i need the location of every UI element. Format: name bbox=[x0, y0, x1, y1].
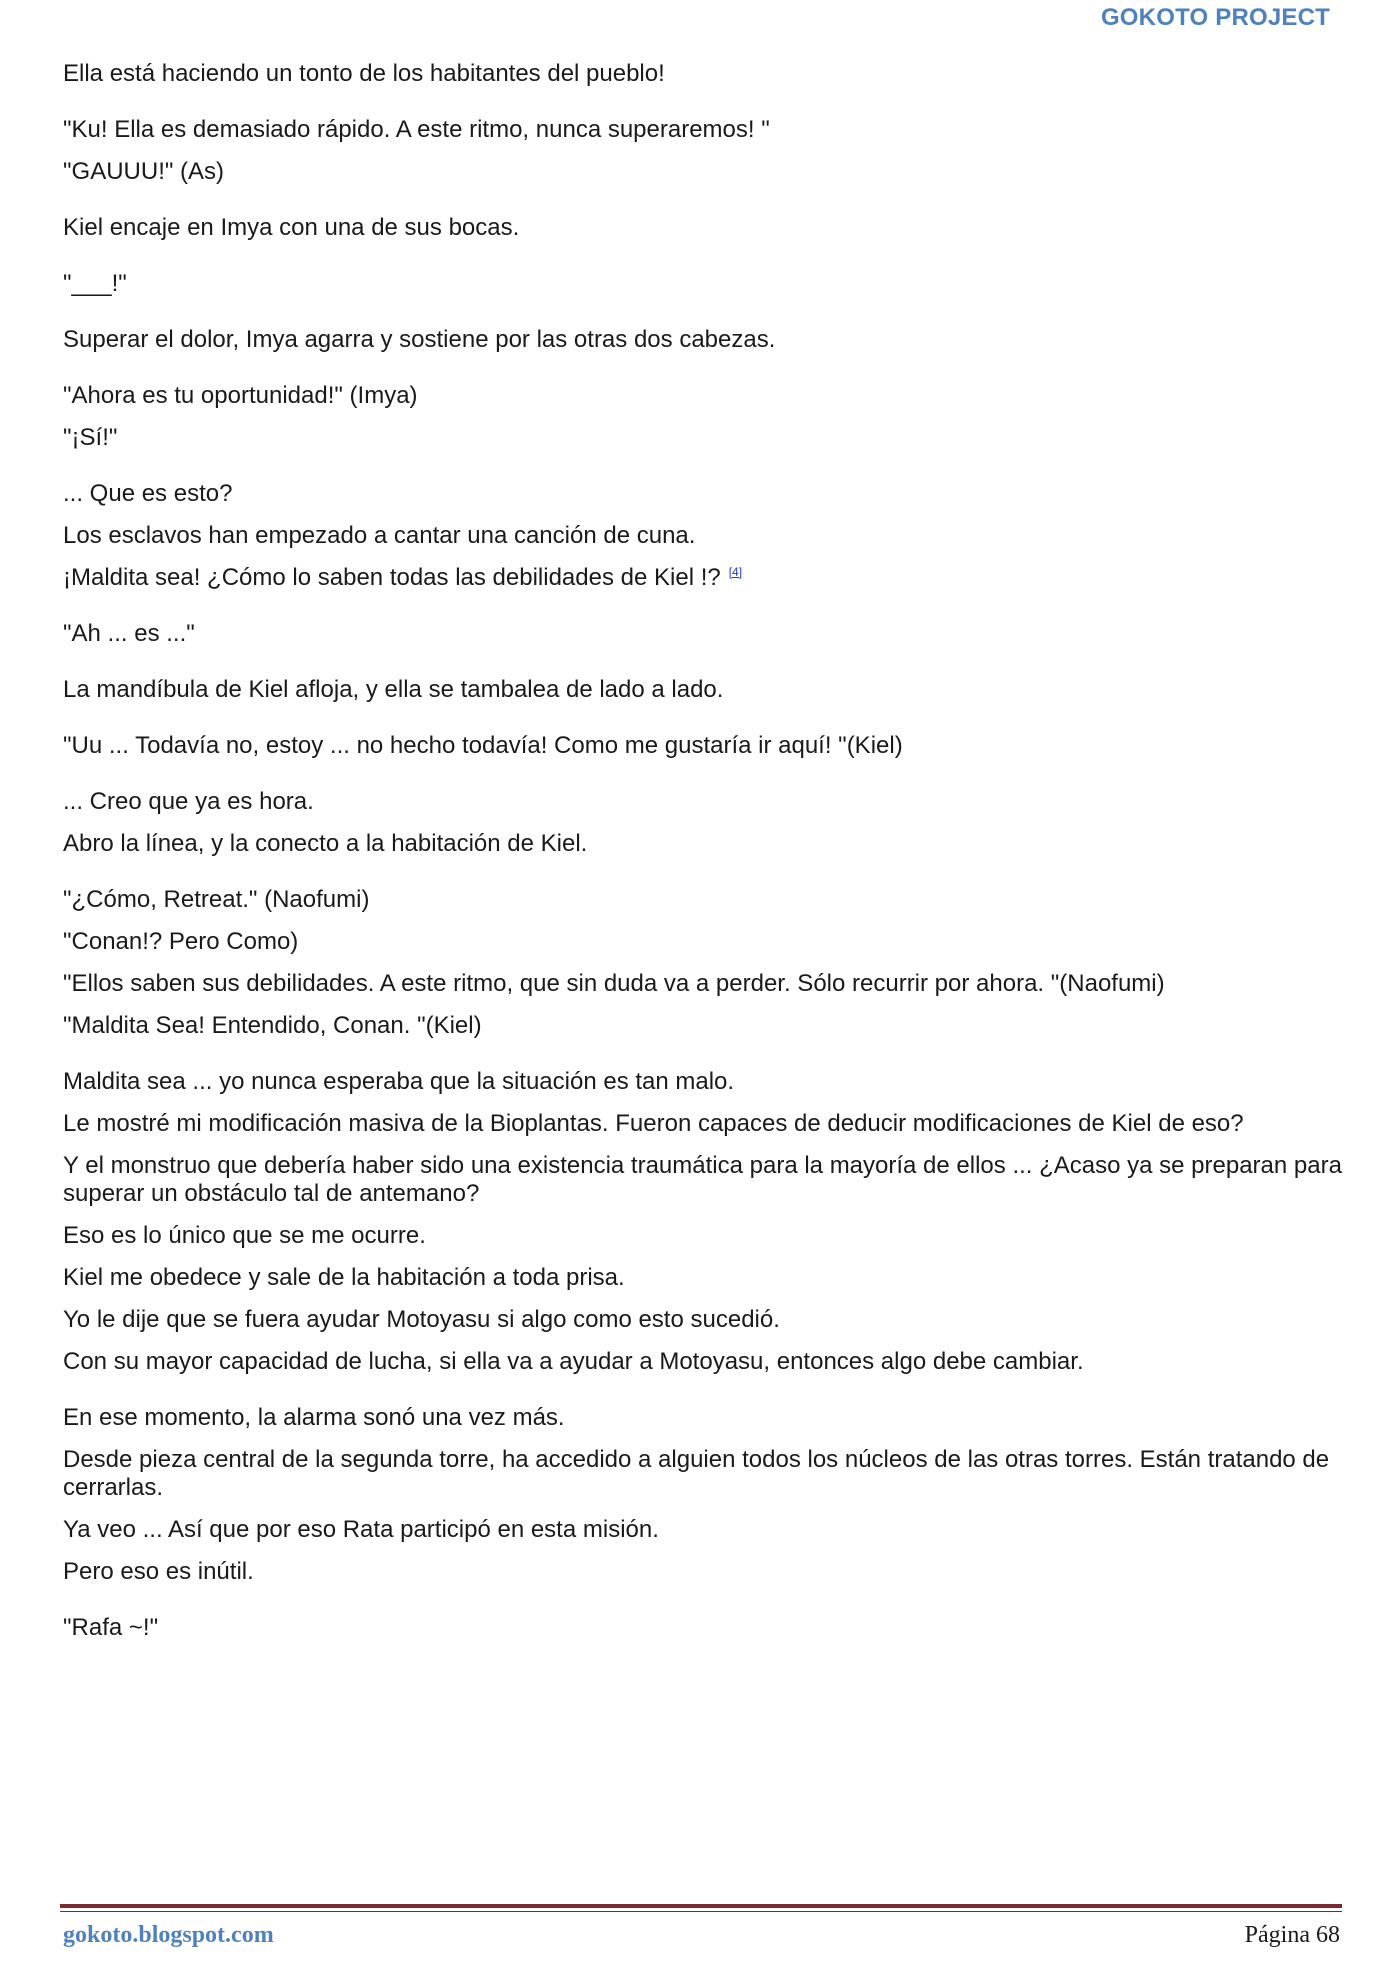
footer-divider bbox=[60, 1904, 1342, 1908]
paragraph-line bbox=[63, 564, 1343, 592]
paragraph-line: Ella está haciendo un tonto de los habitantes del pueblo! bbox=[63, 60, 665, 87]
footnote-link[interactable]: [4] bbox=[728, 565, 743, 579]
paragraph-line: "Maldita Sea! Entendido, Conan. "(Kiel) bbox=[63, 1012, 482, 1039]
paragraph-line: Con su mayor capacidad de lucha, si ella va a ayudar a Motoyasu, entonces algo debe cambiar. bbox=[63, 1348, 1084, 1375]
paragraph-line: Kiel me obedece y sale de la habitación a toda prisa. bbox=[63, 1264, 625, 1291]
paragraph-line: "Ah ... es ..." bbox=[63, 620, 195, 647]
paragraph-line: "¡Sí!" bbox=[63, 424, 118, 451]
paragraph-line: "Ahora es tu oportunidad!" (Imya) bbox=[63, 382, 418, 409]
paragraph-line: ... Creo que ya es hora. bbox=[63, 788, 314, 815]
page-number: Página 68 bbox=[1244, 1922, 1340, 1948]
paragraph-text: ¡Maldita sea! ¿Cómo lo saben todas las debilidades de Kiel !? bbox=[63, 564, 721, 591]
paragraph-line: "Uu ... Todavía no, estoy ... no hecho todavía! Como me gustaría ir aquí! "(Kiel) bbox=[63, 732, 903, 759]
paragraph-line: La mandíbula de Kiel afloja, y ella se tambalea de lado a lado. bbox=[63, 676, 724, 703]
header-title: GOKOTO PROJECT bbox=[1100, 4, 1330, 31]
paragraph-line: ... Que es esto? bbox=[63, 480, 233, 507]
paragraph-line: "Ku! Ella es demasiado rápido. A este ritmo, nunca superaremos! " bbox=[63, 116, 770, 143]
paragraph-line: Superar el dolor, Imya agarra y sostiene por las otras dos cabezas. bbox=[63, 326, 776, 353]
paragraph-line: Abro la línea, y la conecto a la habitación de Kiel. bbox=[63, 830, 588, 857]
paragraph-line: "Ellos saben sus debilidades. A este ritmo, que sin duda va a perder. Sólo recurrir por ahora. "(Naofumi) bbox=[63, 970, 1165, 997]
paragraph-line: "___!" bbox=[63, 270, 127, 297]
paragraph-line: Y el monstruo que debería haber sido una existencia traumática para la mayoría de ellos ... ¿Acaso ya se preparan para superar un obstáculo tal de antemano? bbox=[63, 1152, 1342, 1207]
paragraph-line: Kiel encaje en Imya con una de sus bocas. bbox=[63, 214, 520, 241]
paragraph-line: Pero eso es inútil. bbox=[63, 1558, 254, 1585]
footer-divider-thin bbox=[60, 1911, 1342, 1912]
paragraph-line: En ese momento, la alarma sonó una vez más. bbox=[63, 1404, 565, 1431]
paragraph-line: Desde pieza central de la segunda torre, ha accedido a alguien todos los núcleos de las otras torres. Están tratando de cerrarlas. bbox=[63, 1446, 1330, 1501]
paragraph-line: Yo le dije que se fuera ayudar Motoyasu si algo como esto sucedió. bbox=[63, 1306, 780, 1333]
footer-site-link[interactable]: gokoto.blogspot.com bbox=[63, 1922, 274, 1948]
paragraph-line: Maldita sea ... yo nunca esperaba que la situación es tan malo. bbox=[63, 1068, 735, 1095]
paragraph-line: Los esclavos han empezado a cantar una canción de cuna. bbox=[63, 522, 696, 549]
paragraph-line: "¿Cómo, Retreat." (Naofumi) bbox=[63, 886, 370, 913]
paragraph-line: "GAUUU!" (As) bbox=[63, 158, 225, 185]
paragraph-line: Le mostré mi modificación masiva de la Bioplantas. Fueron capaces de deducir modificaciones de Kiel de eso? bbox=[63, 1110, 1244, 1137]
paragraph-line: Ya veo ... Así que por eso Rata participó en esta misión. bbox=[63, 1516, 659, 1543]
paragraph-line: "Rafa ~!" bbox=[63, 1614, 159, 1641]
paragraph-line: Eso es lo único que se me ocurre. bbox=[63, 1222, 426, 1249]
paragraph-line: "Conan!? Pero Como) bbox=[63, 928, 299, 955]
